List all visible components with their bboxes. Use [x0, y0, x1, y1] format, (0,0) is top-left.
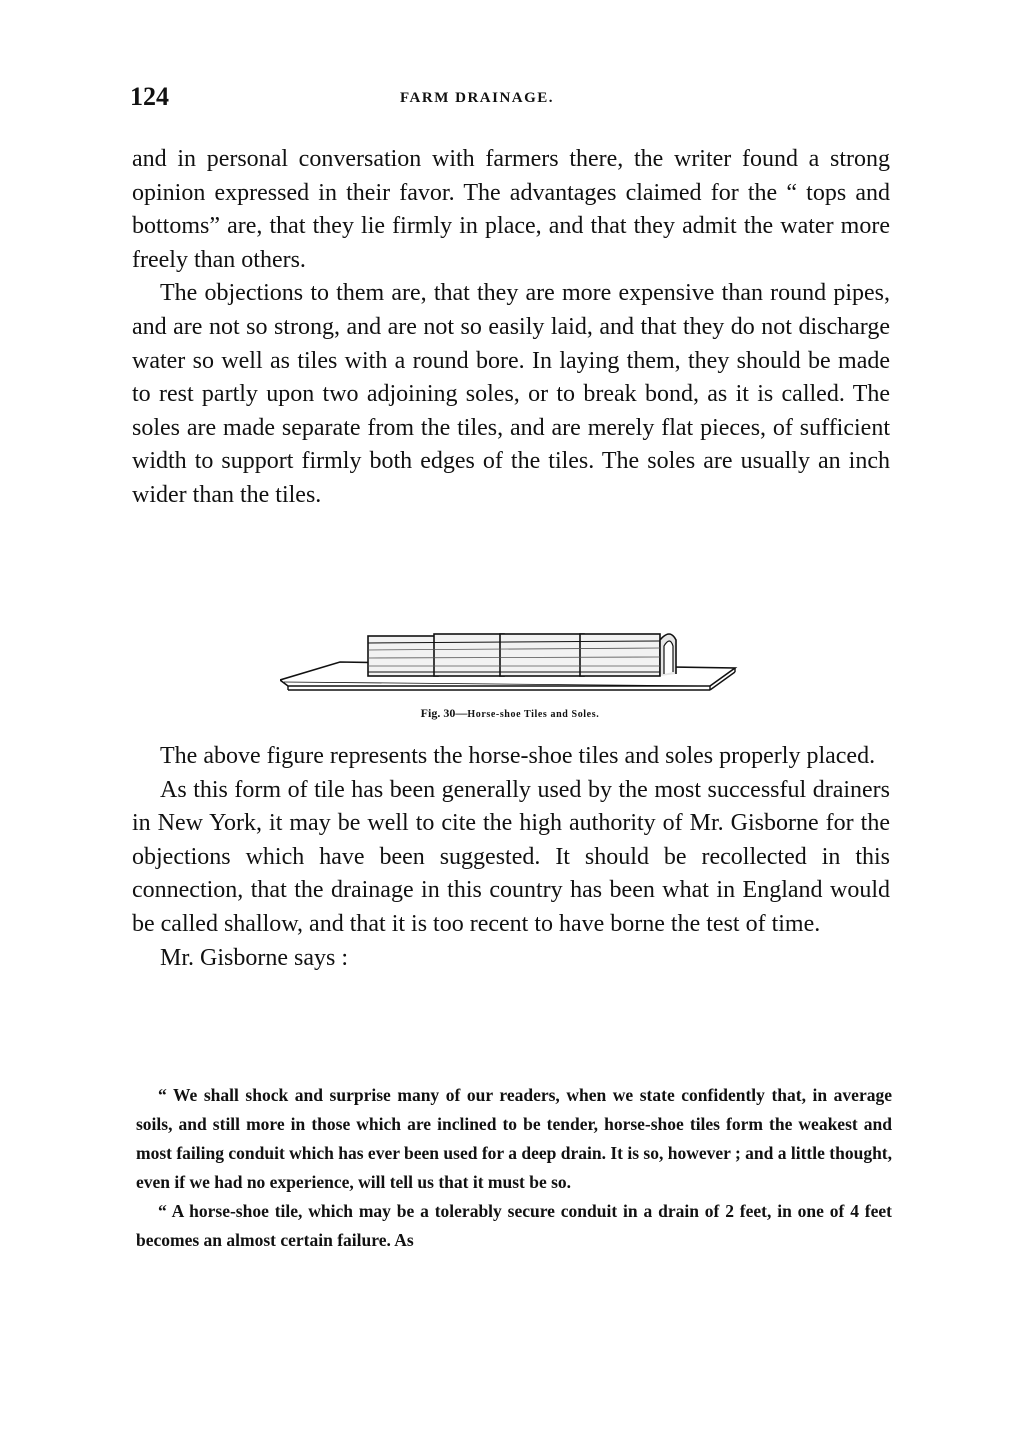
figure-caption: [130, 706, 890, 721]
paragraph: and in personal conversation with farmers there, the writer found a strong opinion expressed in their favor. The advantages claimed for the “ tops and bottoms” are, that they lie firmly in place, and that they admit the water more freely than others.: [132, 146, 890, 273]
text-block-after-figure: [132, 740, 890, 975]
horse-shoe-tiles: [368, 634, 676, 676]
paragraph: Mr. Gisborne says :: [160, 944, 348, 971]
quotation-paragraph: “ We shall shock and surprise many of our readers, when we state confidently that, in average soils, and still more in those which are inclined to be tender, horse-shoe tiles form the weakest and most failing conduit which has ever been used for a deep drain. It is so, however ; and a little thought, even if we had no experience, will tell us that it must be so.: [136, 1085, 892, 1192]
page-number: 124: [130, 82, 169, 111]
tiles-and-soles-illustration: [280, 626, 740, 696]
paragraph: The objections to them are, that they are more expensive than round pipes, and are not so strong, and are not so easily laid, and that they do not discharge water so well as tiles with a round bore. In laying them, they should be made to rest partly upon two adjoining soles, or to break bond, as it is called. The soles are made separate from the tiles, and are merely flat pieces, of sufficient width to support firmly both edges of the tiles. The soles are usually an inch wider than the tiles.: [132, 280, 890, 508]
figure-caption-title: Horse-shoe Tiles and Soles.: [467, 709, 600, 720]
paragraph: The above figure represents the horse-shoe tiles and soles properly placed.: [160, 743, 876, 769]
text-block-before-figure: [132, 143, 890, 513]
running-head: FARM DRAINAGE.: [400, 90, 555, 106]
figure-caption-prefix: Fig. 30—: [420, 706, 468, 720]
paragraph: As this form of tile has been generally used by the most successful drainers in New York, it may be well to cite the high authority of Mr. Gisborne for the objections which have been suggested. It should be recollected in this connection, that the drainage in this country has been what in England would be called shallow, and that it is too recent to have borne the test of time.: [132, 776, 890, 937]
gisborne-quotation: [136, 1081, 892, 1255]
page-header: [130, 82, 890, 118]
quotation-paragraph: “ A horse-shoe tile, which may be a tolerably secure conduit in a drain of 2 feet, in one of 4 feet becomes an almost certain failure. As: [136, 1201, 892, 1250]
horse-shoe-tiles-figure: [280, 626, 740, 696]
